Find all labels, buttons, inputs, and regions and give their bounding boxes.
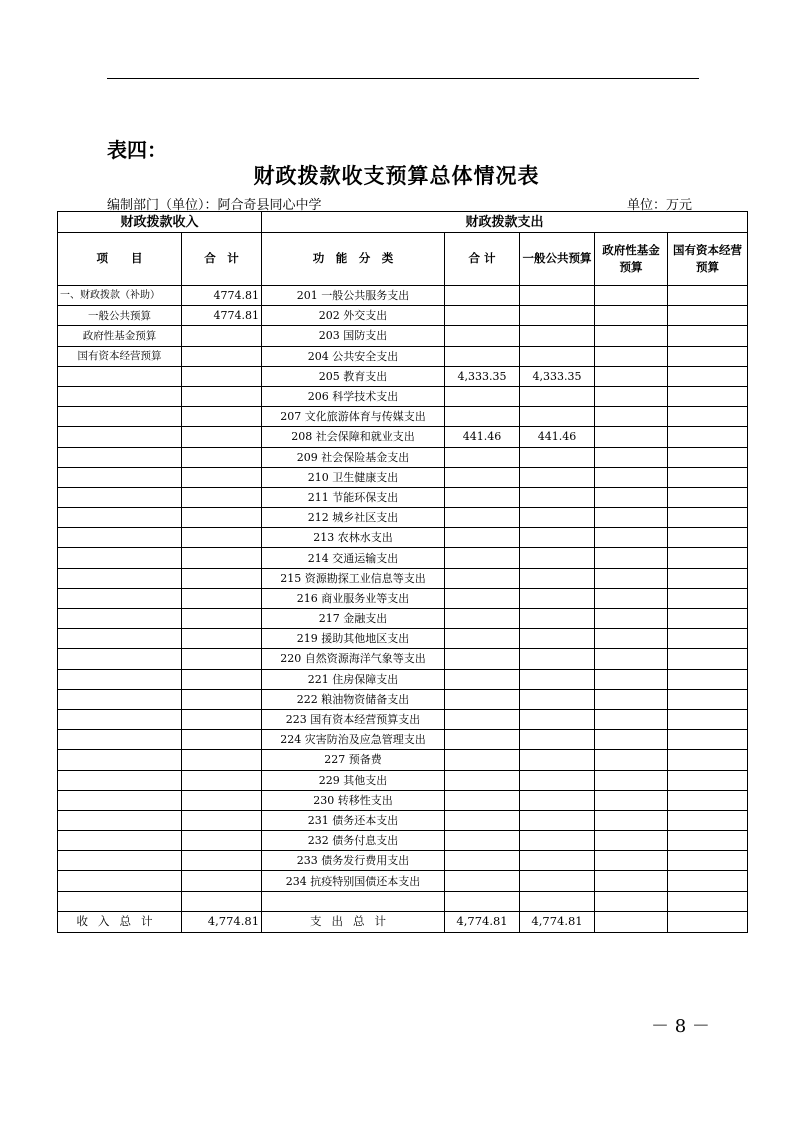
- income-amount-cell: [182, 709, 262, 729]
- gov-fund-cell: [595, 306, 668, 326]
- table-row: [58, 286, 748, 306]
- function-category-cell: 216 商业服务业等支出: [262, 588, 445, 608]
- table-row: [58, 851, 748, 871]
- table-row: [58, 810, 748, 830]
- income-item-cell: [58, 770, 182, 790]
- expense-total-cell: [445, 871, 520, 891]
- income-amount-cell: [182, 871, 262, 891]
- income-item-cell: 一般公共预算: [58, 306, 182, 326]
- gov-fund-cell: [595, 770, 668, 790]
- table-row: [58, 750, 748, 770]
- function-category-cell: 210 卫生健康支出: [262, 467, 445, 487]
- gov-fund-cell: [595, 386, 668, 406]
- state-capital-cell: [668, 730, 748, 750]
- table-row: [58, 306, 748, 326]
- expense-total-cell: [445, 790, 520, 810]
- state-capital-cell: [668, 891, 748, 911]
- budget-table: [57, 211, 748, 933]
- function-category-cell: 232 债务付息支出: [262, 831, 445, 851]
- page-number: － 8 －: [651, 1016, 710, 1037]
- expense-section-header: 财政拨款支出: [262, 212, 748, 233]
- gov-fund-cell: [595, 831, 668, 851]
- general-budget-cell: [520, 386, 595, 406]
- general-budget-cell: [520, 709, 595, 729]
- table-row: [58, 467, 748, 487]
- state-capital-cell: [668, 851, 748, 871]
- table-row: [58, 669, 748, 689]
- income-amount-cell: [182, 467, 262, 487]
- income-item-cell: [58, 487, 182, 507]
- expense-total-cell: [445, 467, 520, 487]
- expense-total-cell: [445, 851, 520, 871]
- function-category-cell: 214 交通运输支出: [262, 548, 445, 568]
- expense-total-cell: [445, 548, 520, 568]
- gov-fund-cell: [595, 891, 668, 911]
- function-category-cell: 221 住房保障支出: [262, 669, 445, 689]
- function-category-cell: 211 节能环保支出: [262, 487, 445, 507]
- expense-total-cell: [445, 407, 520, 427]
- state-capital-cell: [668, 487, 748, 507]
- state-capital-cell: [668, 386, 748, 406]
- state-capital-cell: [668, 831, 748, 851]
- gov-fund-cell: [595, 467, 668, 487]
- col-header-income-total: 合 计: [182, 233, 262, 286]
- income-amount-cell: [182, 487, 262, 507]
- general-budget-cell: [520, 790, 595, 810]
- general-budget-cell: [520, 326, 595, 346]
- general-budget-cell: [520, 346, 595, 366]
- function-category-cell: 231 债务还本支出: [262, 810, 445, 830]
- state-capital-cell: [668, 346, 748, 366]
- function-category-cell: 234 抗疫特别国债还本支出: [262, 871, 445, 891]
- state-capital-cell: [668, 326, 748, 346]
- unit-label: 单位：万元: [627, 198, 693, 213]
- income-item-cell: [58, 548, 182, 568]
- table-row: [58, 407, 748, 427]
- function-category-cell: 209 社会保险基金支出: [262, 447, 445, 467]
- income-amount-cell: [182, 810, 262, 830]
- income-item-cell: [58, 871, 182, 891]
- general-budget-cell: [520, 306, 595, 326]
- income-item-cell: [58, 730, 182, 750]
- expense-total-amount: 4,774.81: [445, 911, 520, 932]
- state-capital-cell: [668, 407, 748, 427]
- table-row: [58, 629, 748, 649]
- gov-fund-cell: [595, 326, 668, 346]
- table-row: [58, 386, 748, 406]
- income-item-cell: [58, 649, 182, 669]
- income-item-cell: [58, 568, 182, 588]
- income-amount-cell: [182, 790, 262, 810]
- state-capital-cell: [668, 286, 748, 306]
- col-header-item: 项 目: [58, 233, 182, 286]
- expense-total-cell: [445, 609, 520, 629]
- table-row: [58, 326, 748, 346]
- income-amount-cell: 4774.81: [182, 286, 262, 306]
- table-label: 表四：: [107, 138, 167, 162]
- table-row: [58, 709, 748, 729]
- expense-total-cell: [445, 810, 520, 830]
- general-budget-cell: [520, 730, 595, 750]
- gov-fund-cell: [595, 508, 668, 528]
- gov-fund-cell: [595, 790, 668, 810]
- gov-fund-cell: [595, 871, 668, 891]
- expense-total-cell: [445, 286, 520, 306]
- function-category-cell: 230 转移性支出: [262, 790, 445, 810]
- table-row: [58, 790, 748, 810]
- income-item-cell: [58, 709, 182, 729]
- col-header-function: 功 能 分 类: [262, 233, 445, 286]
- general-budget-cell: 4,333.35: [520, 366, 595, 386]
- income-amount-cell: [182, 386, 262, 406]
- general-budget-cell: [520, 871, 595, 891]
- function-category-cell: 219 援助其他地区支出: [262, 629, 445, 649]
- income-amount-cell: [182, 568, 262, 588]
- income-item-cell: [58, 447, 182, 467]
- general-budget-cell: [520, 508, 595, 528]
- income-amount-cell: [182, 548, 262, 568]
- function-category-cell: 206 科学技术支出: [262, 386, 445, 406]
- general-budget-cell: 441.46: [520, 427, 595, 447]
- function-category-cell: 202 外交支出: [262, 306, 445, 326]
- gov-fund-cell: [595, 649, 668, 669]
- document-title: 财政拨款收支预算总体情况表: [253, 164, 540, 188]
- table-row: [58, 528, 748, 548]
- expense-total-cell: [445, 306, 520, 326]
- expense-total-cell: [445, 487, 520, 507]
- income-section-header: 财政拨款收入: [58, 212, 262, 233]
- gov-fund-cell: [595, 810, 668, 830]
- gov-fund-cell: [595, 629, 668, 649]
- col-header-expense-total: 合 计: [445, 233, 520, 286]
- expense-total-cell: [445, 528, 520, 548]
- state-capital-cell: [668, 467, 748, 487]
- function-category-cell: 217 金融支出: [262, 609, 445, 629]
- general-budget-cell: [520, 770, 595, 790]
- general-budget-cell: [520, 588, 595, 608]
- state-capital-cell: [668, 588, 748, 608]
- state-capital-cell: [668, 790, 748, 810]
- general-budget-cell: [520, 407, 595, 427]
- general-budget-cell: [520, 891, 595, 911]
- table-row: [58, 770, 748, 790]
- column-header-row: [58, 233, 748, 286]
- state-capital-cell: [668, 669, 748, 689]
- income-item-cell: [58, 508, 182, 528]
- function-category-cell: 205 教育支出: [262, 366, 445, 386]
- income-item-cell: [58, 790, 182, 810]
- income-amount-cell: [182, 649, 262, 669]
- general-budget-cell: [520, 286, 595, 306]
- gov-fund-cell: [595, 487, 668, 507]
- income-item-cell: [58, 851, 182, 871]
- state-capital-cell: [668, 447, 748, 467]
- general-budget-cell: [520, 810, 595, 830]
- general-budget-cell: [520, 750, 595, 770]
- gov-fund-cell: [595, 286, 668, 306]
- function-category-cell: 212 城乡社区支出: [262, 508, 445, 528]
- function-category-cell: 223 国有资本经营预算支出: [262, 709, 445, 729]
- table-row: [58, 548, 748, 568]
- income-amount-cell: [182, 326, 262, 346]
- income-item-cell: [58, 629, 182, 649]
- income-item-cell: 国有资本经营预算: [58, 346, 182, 366]
- general-budget-cell: [520, 447, 595, 467]
- state-capital-cell: [668, 810, 748, 830]
- state-capital-cell: [668, 548, 748, 568]
- function-category-cell: 233 债务发行费用支出: [262, 851, 445, 871]
- expense-total-cell: [445, 689, 520, 709]
- income-amount-cell: [182, 770, 262, 790]
- income-item-cell: [58, 528, 182, 548]
- gov-fund-cell: [595, 851, 668, 871]
- state-capital-cell: [668, 629, 748, 649]
- income-item-cell: [58, 588, 182, 608]
- general-budget-cell: [520, 851, 595, 871]
- gov-fund-cell: [595, 730, 668, 750]
- function-category-cell: [262, 891, 445, 911]
- general-budget-cell: [520, 831, 595, 851]
- general-budget-cell: [520, 649, 595, 669]
- table-row: [58, 649, 748, 669]
- income-amount-cell: 4774.81: [182, 306, 262, 326]
- expense-total-label: 支出总计: [262, 911, 445, 932]
- income-amount-cell: [182, 750, 262, 770]
- table-row: [58, 568, 748, 588]
- state-capital-total: [668, 911, 748, 932]
- income-amount-cell: [182, 427, 262, 447]
- function-category-cell: 224 灾害防治及应急管理支出: [262, 730, 445, 750]
- gov-fund-cell: [595, 609, 668, 629]
- gov-fund-cell: [595, 427, 668, 447]
- general-budget-cell: [520, 548, 595, 568]
- income-amount-cell: [182, 366, 262, 386]
- general-budget-cell: [520, 629, 595, 649]
- expense-total-cell: [445, 346, 520, 366]
- expense-total-cell: [445, 386, 520, 406]
- table-row: [58, 871, 748, 891]
- income-total-amount: 4,774.81: [182, 911, 262, 932]
- function-category-cell: 204 公共安全支出: [262, 346, 445, 366]
- gov-fund-cell: [595, 366, 668, 386]
- gov-fund-cell: [595, 407, 668, 427]
- income-amount-cell: [182, 669, 262, 689]
- income-item-cell: [58, 831, 182, 851]
- expense-total-cell: 4,333.35: [445, 366, 520, 386]
- income-item-cell: [58, 689, 182, 709]
- state-capital-cell: [668, 609, 748, 629]
- state-capital-cell: [668, 871, 748, 891]
- gov-fund-total: [595, 911, 668, 932]
- expense-total-cell: [445, 447, 520, 467]
- expense-total-cell: [445, 730, 520, 750]
- income-amount-cell: [182, 851, 262, 871]
- income-item-cell: 政府性基金预算: [58, 326, 182, 346]
- expense-total-cell: [445, 709, 520, 729]
- expense-general-total: 4,774.81: [520, 911, 595, 932]
- section-header-row: [58, 212, 748, 233]
- gov-fund-cell: [595, 709, 668, 729]
- general-budget-cell: [520, 568, 595, 588]
- general-budget-cell: [520, 609, 595, 629]
- state-capital-cell: [668, 649, 748, 669]
- expense-total-cell: [445, 649, 520, 669]
- general-budget-cell: [520, 689, 595, 709]
- table-row: [58, 689, 748, 709]
- expense-total-cell: [445, 629, 520, 649]
- income-item-cell: [58, 427, 182, 447]
- expense-total-cell: 441.46: [445, 427, 520, 447]
- header-rule: [107, 78, 699, 79]
- income-item-cell: [58, 609, 182, 629]
- gov-fund-cell: [595, 548, 668, 568]
- general-budget-cell: [520, 528, 595, 548]
- income-item-cell: [58, 467, 182, 487]
- income-item-cell: [58, 810, 182, 830]
- function-category-cell: 213 农林水支出: [262, 528, 445, 548]
- expense-total-cell: [445, 326, 520, 346]
- state-capital-cell: [668, 427, 748, 447]
- table-row: [58, 346, 748, 366]
- income-item-cell: [58, 750, 182, 770]
- income-total-label: 收入总计: [58, 911, 182, 932]
- table-row: [58, 588, 748, 608]
- income-amount-cell: [182, 609, 262, 629]
- income-amount-cell: [182, 891, 262, 911]
- income-amount-cell: [182, 629, 262, 649]
- income-item-cell: [58, 386, 182, 406]
- general-budget-cell: [520, 669, 595, 689]
- income-amount-cell: [182, 730, 262, 750]
- expense-total-cell: [445, 750, 520, 770]
- state-capital-cell: [668, 366, 748, 386]
- table-row: [58, 730, 748, 750]
- general-budget-cell: [520, 467, 595, 487]
- income-amount-cell: [182, 346, 262, 366]
- gov-fund-cell: [595, 568, 668, 588]
- expense-total-cell: [445, 568, 520, 588]
- table-row: [58, 508, 748, 528]
- function-category-cell: 229 其他支出: [262, 770, 445, 790]
- income-item-cell: [58, 407, 182, 427]
- function-category-cell: 208 社会保障和就业支出: [262, 427, 445, 447]
- state-capital-cell: [668, 689, 748, 709]
- col-header-gov-fund: 政府性基金预算: [595, 233, 668, 286]
- table-row: [58, 427, 748, 447]
- function-category-cell: 222 粮油物资储备支出: [262, 689, 445, 709]
- income-item-cell: [58, 891, 182, 911]
- income-amount-cell: [182, 831, 262, 851]
- gov-fund-cell: [595, 750, 668, 770]
- table-row: [58, 487, 748, 507]
- income-item-cell: [58, 366, 182, 386]
- expense-total-cell: [445, 588, 520, 608]
- gov-fund-cell: [595, 447, 668, 467]
- income-item-cell: 一、财政拨款（补助）: [58, 286, 182, 306]
- table-row: [58, 831, 748, 851]
- gov-fund-cell: [595, 689, 668, 709]
- state-capital-cell: [668, 770, 748, 790]
- table-row: [58, 447, 748, 467]
- expense-total-cell: [445, 831, 520, 851]
- income-amount-cell: [182, 407, 262, 427]
- state-capital-cell: [668, 306, 748, 326]
- income-amount-cell: [182, 528, 262, 548]
- function-category-cell: 220 自然资源海洋气象等支出: [262, 649, 445, 669]
- expense-total-cell: [445, 508, 520, 528]
- table-row: [58, 609, 748, 629]
- gov-fund-cell: [595, 588, 668, 608]
- table-row: [58, 891, 748, 911]
- col-header-state-capital: 国有资本经营预算: [668, 233, 748, 286]
- state-capital-cell: [668, 568, 748, 588]
- expense-total-cell: [445, 891, 520, 911]
- function-category-cell: 227 预备费: [262, 750, 445, 770]
- gov-fund-cell: [595, 528, 668, 548]
- income-amount-cell: [182, 689, 262, 709]
- state-capital-cell: [668, 709, 748, 729]
- function-category-cell: 207 文化旅游体育与传媒支出: [262, 407, 445, 427]
- state-capital-cell: [668, 528, 748, 548]
- state-capital-cell: [668, 750, 748, 770]
- totals-row: [58, 911, 748, 932]
- function-category-cell: 201 一般公共服务支出: [262, 286, 445, 306]
- income-amount-cell: [182, 447, 262, 467]
- income-amount-cell: [182, 588, 262, 608]
- general-budget-cell: [520, 487, 595, 507]
- state-capital-cell: [668, 508, 748, 528]
- income-amount-cell: [182, 508, 262, 528]
- gov-fund-cell: [595, 669, 668, 689]
- table-row: [58, 366, 748, 386]
- income-item-cell: [58, 669, 182, 689]
- function-category-cell: 203 国防支出: [262, 326, 445, 346]
- col-header-general-budget: 一般公共预算: [520, 233, 595, 286]
- function-category-cell: 215 资源勘探工业信息等支出: [262, 568, 445, 588]
- gov-fund-cell: [595, 346, 668, 366]
- expense-total-cell: [445, 770, 520, 790]
- expense-total-cell: [445, 669, 520, 689]
- organization-line: 编制部门（单位）：阿合奇县同心中学: [107, 198, 322, 213]
